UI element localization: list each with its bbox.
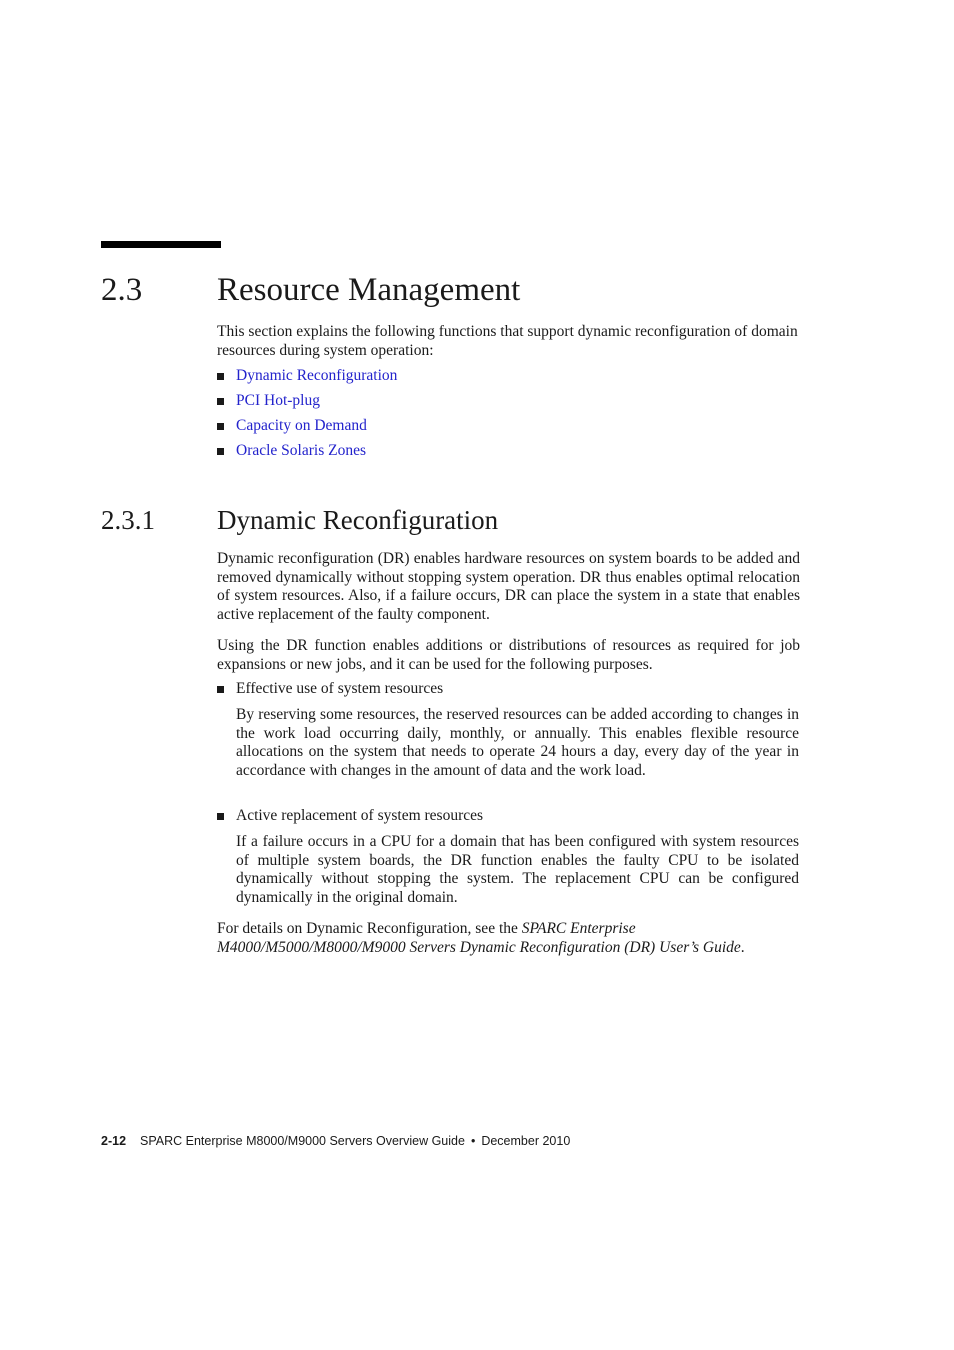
link-dynamic-reconfiguration[interactable]: Dynamic Reconfiguration [236, 367, 398, 384]
reference-book-title: SPARC Enterprise M4000/M5000/M8000/M9000 Servers Dynamic Reconfiguration (DR) User’s Guide [217, 920, 741, 956]
purpose-detail: By reserving some resources, the reserved resources can be added according to changes in the work load occurring daily, monthly, or annually. This enables flexible resource allocations on the system that needs to operate 24 hours a day, every day of the year in accordance with changes in the amount of data and the work load. [236, 706, 799, 779]
section-intro: This section explains the following functions that support dynamic reconfiguration of domain resources during system operation: [217, 323, 798, 359]
page-number: 2-12 [101, 1134, 127, 1148]
paragraph-details-reference [217, 920, 800, 957]
details-suffix: . [740, 938, 745, 956]
bullet-square-icon [217, 448, 224, 455]
bullet-square-icon [217, 373, 224, 380]
footer-date: December 2010 [481, 1134, 571, 1148]
purpose-label: Effective use of system resources [236, 680, 444, 697]
paragraph-dr-overview: Dynamic reconfiguration (DR) enables hardware resources on system boards to be added and removed dynamically without stopping system operation. DR thus enables optimal relocation of system resources. Also, if a failure occurs, DR can place the system in a state that enables active replacement of the faulty component. [217, 550, 800, 623]
page-footer [101, 1133, 570, 1149]
paragraph-dr-purposes: Using the DR function enables additions or distributions of resources as required for job expansions or new jobs, and it can be used for the following purposes. [217, 637, 800, 673]
link-oracle-solaris-zones[interactable]: Oracle Solaris Zones [236, 442, 366, 459]
chapter-rule [101, 241, 221, 248]
bullet-square-icon [217, 813, 224, 820]
bullet-square-icon [217, 423, 224, 430]
link-capacity-on-demand[interactable]: Capacity on Demand [236, 417, 367, 434]
link-pci-hot-plug[interactable]: PCI Hot-plug [236, 392, 320, 409]
footer-book-title: SPARC Enterprise M8000/M9000 Servers Overview Guide [140, 1134, 465, 1148]
subsection-number: 2.3.1 [101, 505, 155, 535]
details-prefix: For details on Dynamic Reconfiguration, see the [217, 920, 522, 937]
subsection-title: Dynamic Reconfiguration [217, 505, 499, 535]
bullet-square-icon [217, 686, 224, 693]
bullet-square-icon [217, 398, 224, 405]
purpose-label: Active replacement of system resources [236, 807, 484, 824]
purpose-detail: If a failure occurs in a CPU for a domain that has been configured with system resources of multiple system boards, the DR function enables the faulty CPU to be isolated dynamically without stopping the system. The replacement CPU can be configured dynamically in the original domain. [236, 833, 799, 906]
section-number: 2.3 [101, 272, 143, 308]
section-title: Resource Management [217, 272, 521, 308]
footer-separator: • [470, 1134, 476, 1148]
